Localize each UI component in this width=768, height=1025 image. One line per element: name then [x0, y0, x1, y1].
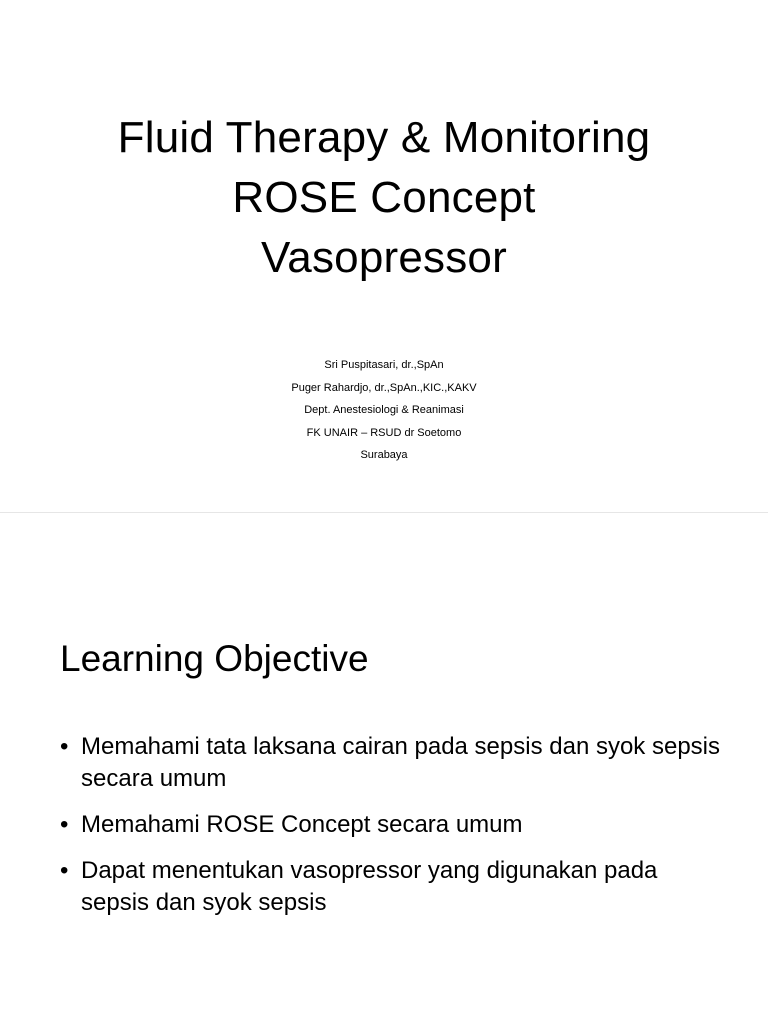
title-line-1: Fluid Therapy & Monitoring [117, 113, 651, 162]
slide-title [0, 0, 768, 512]
objective-list [60, 731, 720, 933]
bullet-icon: • [60, 733, 69, 760]
bullet-icon: • [60, 811, 69, 838]
bullet-icon: • [60, 857, 69, 884]
institution-line: FK UNAIR – RSUD dr Soetomo [306, 426, 462, 439]
objective-text: Memahami tata laksana cairan pada sepsis dan syok sepsis secara umum [81, 733, 720, 792]
title-line-2: ROSE Concept [232, 173, 536, 222]
objective-item [60, 855, 720, 919]
objective-text: Dapat menentukan vasopressor yang digunakan pada sepsis dan syok sepsis [81, 857, 658, 916]
author-line-2: Puger Rahardjo, dr.,SpAn.,KIC.,KAKV [291, 381, 477, 394]
author-line-1: Sri Puspitasari, dr.,SpAn [324, 359, 444, 371]
slide-title-text [0, 108, 768, 288]
department-line: Dept. Anestesiologi & Reanimasi [304, 404, 464, 416]
learning-objective-heading: Learning Objective [60, 638, 369, 679]
objective-text: Memahami ROSE Concept secara umum [81, 811, 523, 838]
objective-item [60, 731, 720, 795]
slide-learning-objective [0, 512, 768, 1025]
objective-item [60, 809, 720, 841]
title-line-3: Vasopressor [261, 233, 507, 282]
city-line: Surabaya [360, 449, 408, 461]
author-block [0, 354, 768, 467]
